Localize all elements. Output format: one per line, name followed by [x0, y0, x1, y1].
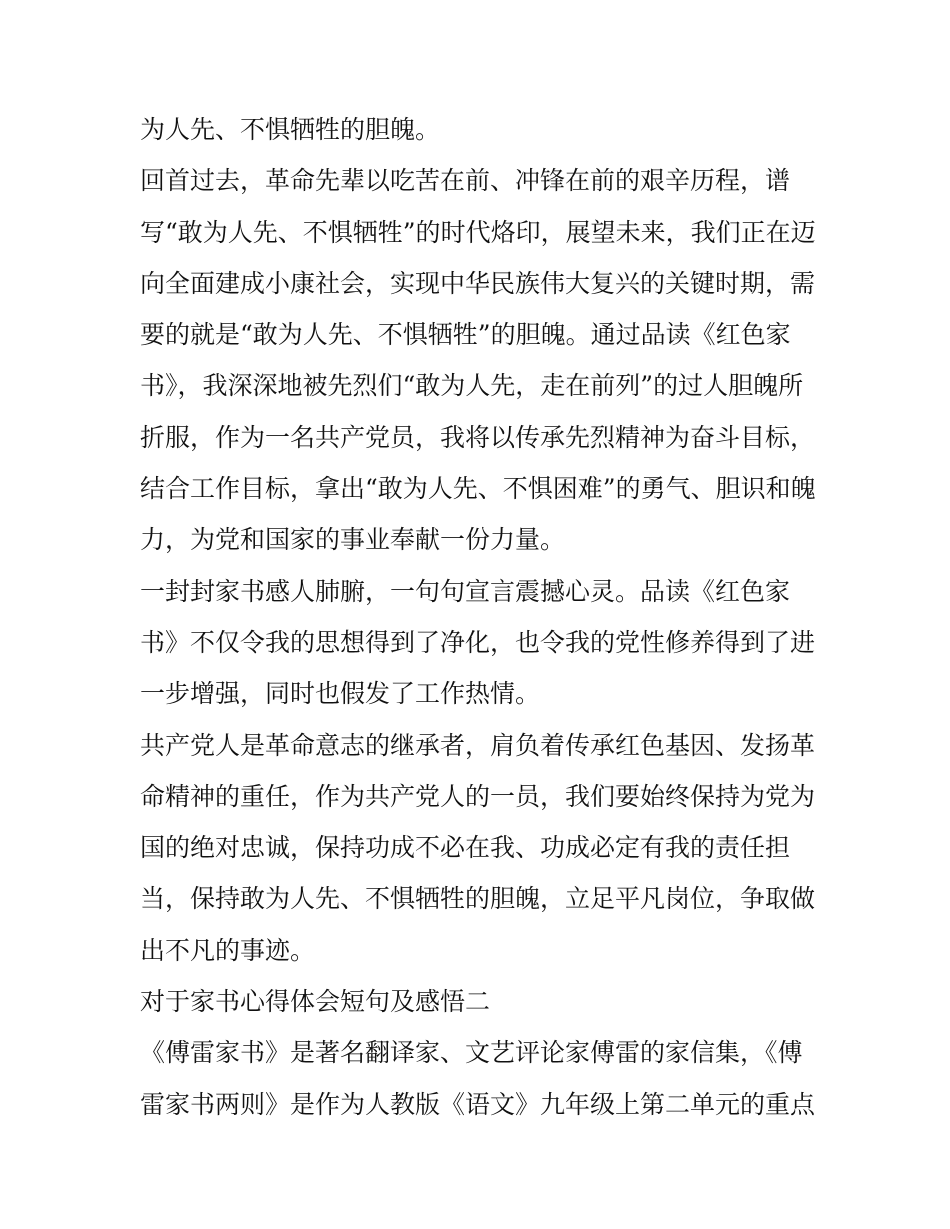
- text-line: 力，为党和国家的事业奉献一份力量。: [140, 525, 566, 555]
- text-line: 折服，作为一名共产党员，我将以传承先烈精神为奋斗目标，: [140, 422, 816, 452]
- text-line: 为人先、不惧牺牲的胆魄。: [140, 115, 441, 144]
- text-line: 雷家书两则》是作为人教版《语文》九年级上第二单元的重点: [140, 1089, 816, 1119]
- text-line: 一封封家书感人肺腑，一句句宣言震撼心灵。品读《红色家: [140, 576, 791, 606]
- text-line: 要的就是“敢为人先、不惧牺牲”的胆魄。通过品读《红色家: [140, 320, 791, 350]
- text-line: 向全面建成小康社会，实现中华民族伟大复兴的关键时期，需: [140, 268, 816, 298]
- text-line: 共产党人是革命意志的继承者，肩负着传承红色基因、发扬革: [140, 730, 816, 760]
- text-line: 结合工作目标，拿出“敢为人先、不惧困难”的勇气、胆识和魄: [140, 474, 816, 504]
- text-line: 书》不仅令我的思想得到了净化，也令我的党性修养得到了进: [140, 627, 816, 657]
- text-line: 当，保持敢为人先、不惧牺牲的胆魄，立足平凡岗位，争取做: [140, 884, 816, 914]
- document-body: [140, 104, 820, 1130]
- text-line: 一步增强，同时也假发了工作热情。: [140, 679, 541, 709]
- text-line: 《傅雷家书》是著名翻译家、文艺评论家傅雷的家信集，《傅: [140, 1038, 803, 1068]
- text-line: 命精神的重任，作为共产党人的一员，我们要始终保持为党为: [140, 781, 816, 811]
- text-line: 写“敢为人先、不惧牺牲”的时代烙印，展望未来，我们正在迈: [140, 217, 816, 247]
- section-heading: 对于家书心得体会短句及感悟二: [140, 987, 491, 1017]
- text-line: 出不凡的事迹。: [140, 935, 316, 965]
- text-line: 书》，我深深地被先烈们“敢为人先，走在前列”的过人胆魄所: [140, 371, 804, 401]
- text-line: 回首过去，革命先辈以吃苦在前、冲锋在前的艰辛历程，谱: [140, 166, 791, 196]
- text-line: 国的绝对忠诚，保持功成不必在我、功成必定有我的责任担: [140, 833, 791, 863]
